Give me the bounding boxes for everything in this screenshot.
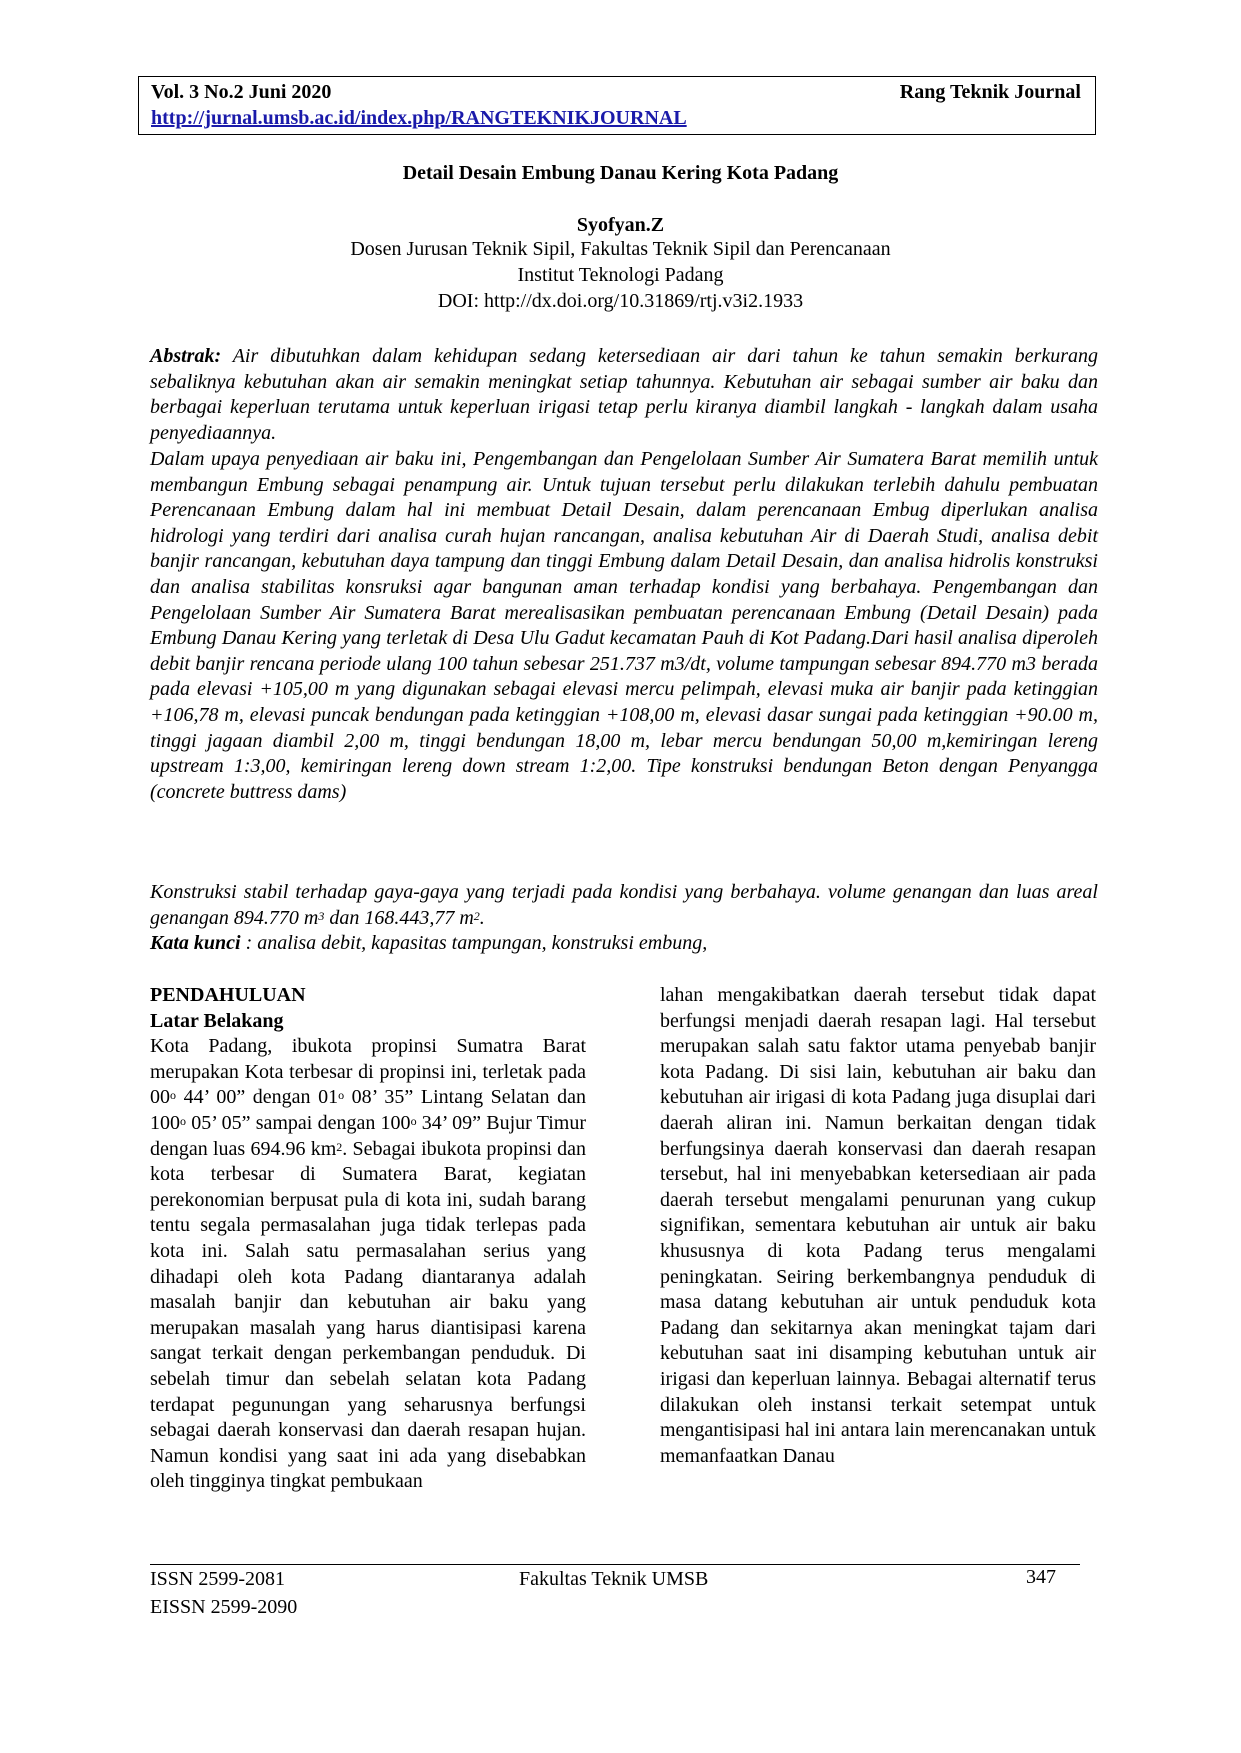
- paper-title: Detail Desain Embung Danau Kering Kota Padang: [402, 162, 839, 184]
- abstract-paragraph-2: Dalam upaya penyediaan air baku ini, Pengembangan dan Pengelolaan Sumber Air Sumatera Barat memilih untuk membangun Embung sebagai penampung air. Untuk tujuan tersebut perlu dilakukan terlebih dahulu pembuatan Perencanaan Embung dalam hal ini membuat Detail Desain, dalam perencanaan Embug diperlukan analisa hidrologi yang terdiri dari analisa curah hujan rancangan, analisa kebutuhan Air di Daerah Studi, analisa debit banjir rancangan, kebutuhan daya tampung dan tinggi Embung dalam Detail Desain, dan analisa hidrolis konstruksi dan analisa stabilitas konsruksi agar bangunan aman terhadap kondisi yang berbahaya. Pengembangan dan Pengelolaan Sumber Air Sumatera Barat merealisasikan pembuatan perencanaan Embung (Detail Desain) pada Embung Danau Kering yang terletak di Desa Ulu Gadut kecamatan Pauh di Kot Padang.Dari hasil analisa diperoleh debit banjir rencana periode ulang 100 tahun sebesar 251.737 m3/dt, volume tampungan sebesar 894.770 m3 berada pada elevasi +105,00 m yang digunakan sebagai elevasi mercu pelimpah, elevasi muka air banjir pada ketinggian +106,78 m, elevasi puncak bendungan pada ketinggian +108,00 m, elevasi dasar sungai pada ketinggian +90.00 m, tinggi jagaan diambil 2,00 m, tinggi bendungan 18,00 m, lebar mercu bendungan 50,00 m,kemiringan lereng upstream 1:3,00, kemiringan lereng down stream 1:2,00. Tipe konstruksi bendungan Beton dengan Penyangga (concrete buttress dams): [150, 448, 1098, 803]
- footer-divider: [150, 1564, 1080, 1565]
- page-number: 347: [1026, 1566, 1056, 1588]
- section-heading: PENDAHULUAN: [150, 984, 306, 1006]
- subsection-heading: Latar Belakang: [150, 1009, 284, 1032]
- body-paragraph-left: Kota Padang, ibukota propinsi Sumatra Barat merupakan Kota terbesar di propinsi ini, terletak pada 00$^o$ 44’ 00” dengan 01$^o$ 08’ 35” Lintang Selatan dan 100$^o$ 05’ 05” sampai dengan 100$^o$ 34’ 09” Bujur Timur dengan luas 694.96 $km^2$. Sebagai ibukota propinsi dan kota terbesar di Sumatera Barat, kegiatan perekonomian berpusat pula di kota ini, sudah barang tentu segala permasalahan juga tidak terlepas pada kota ini. Salah satu permasalahan serius yang dihadapi oleh kota Padang diantaranya adalah masalah banjir dan kebutuhan air baku yang merupakan masalah yang harus diantisipasi karena sangat terkait dengan perkembangan penduduk. Di sebelah timur dan sebelah selatan kota Padang terdapat pegunungan yang seharusnya berfungsi sebagai daerah konservasi dan daerah resapan hujan. Namun kondisi yang saat ini ada yang disebabkan oleh tingginya tingkat pembukaan: [150, 1035, 587, 1493]
- faculty-name: Fakultas Teknik UMSB: [519, 1568, 709, 1590]
- journal-name: Rang Teknik Journal: [899, 81, 1081, 103]
- volume-issue: Vol. 3 No.2 Juni 2020: [151, 81, 332, 103]
- abstract-paragraph-1: Abstrak: Air dibutuhkan dalam kehidupan sedang ketersediaan air dari tahun ke tahun semakin berkurang sebaliknya kebutuhan akan air semakin meningkat setiap tahunnya. Kebutuhan air sebagai sumber air baku dan berbagai keperluan terutama untuk keperluan irigasi tetap perlu kiranya diambil langkah - langkah dalam usaha penyediaannya.: [150, 345, 1099, 444]
- abstract-label: Abstrak:: [150, 345, 222, 367]
- journal-header: [138, 76, 1096, 135]
- affiliation-dept: Dosen Jurusan Teknik Sipil, Fakultas Teknik Sipil dan Perencanaan: [350, 238, 891, 260]
- author-name: Syofyan.Z: [576, 214, 665, 236]
- abstract-paragraph-3: Konstruksi stabil terhadap gaya-gaya yang terjadi pada kondisi yang berbahaya. volume genangan dan luas areal genangan 894.770 $m^3$ dan 168.443,77 $m^2$.: [150, 881, 1098, 929]
- keywords: Kata kunci : analisa debit, kapasitas tampungan, konstruksi embung,: [150, 932, 708, 954]
- journal-url-link[interactable]: http://jurnal.umsb.ac.id/index.php/RANGTEKNIKJOURNAL: [151, 107, 687, 129]
- body-paragraph-right: lahan mengakibatkan daerah tersebut tidak dapat berfungsi menjadi daerah resapan lagi. Hal tersebut merupakan salah satu faktor utama penyebab banjir kota Padang. Di sisi lain, kebutuhan air baku dan kebutuhan air irigasi di kota Padang juga disuplai dari daerah aliran ini. Namun berkaitan dengan tidak berfungsinya daerah konservasi dan daerah resapan tersebut, hal ini menyebabkan ketersediaan air pada daerah tersebut mengalami penurunan yang cukup signifikan, sementara kebutuhan air untuk air baku khususnya di kota Padang terus mengalami peningkatan. Seiring berkembangnya penduduk di masa datang kebutuhan air untuk penduduk kota Padang dan sekitarnya akan meningkat tajam dari kebutuhan saat ini disamping kebutuhan untuk air irigasi dan keperluan lainnya. Bebagai alternatif terus dilakukan oleh instansi terkait setempat untuk mengantisipasi hal ini antara lain merencanakan untuk memanfaatkan Danau: [660, 984, 1096, 1467]
- eissn: EISSN 2599-2090: [150, 1596, 298, 1618]
- issn: ISSN 2599-2081: [150, 1568, 286, 1590]
- keywords-label: Kata kunci: [150, 932, 241, 954]
- doi: DOI: http://dx.doi.org/10.31869/rtj.v3i2.1933: [437, 290, 804, 312]
- column-right: [660, 983, 1096, 1469]
- column-left: [150, 983, 586, 1495]
- affiliation-institute: Institut Teknologi Padang: [517, 264, 724, 286]
